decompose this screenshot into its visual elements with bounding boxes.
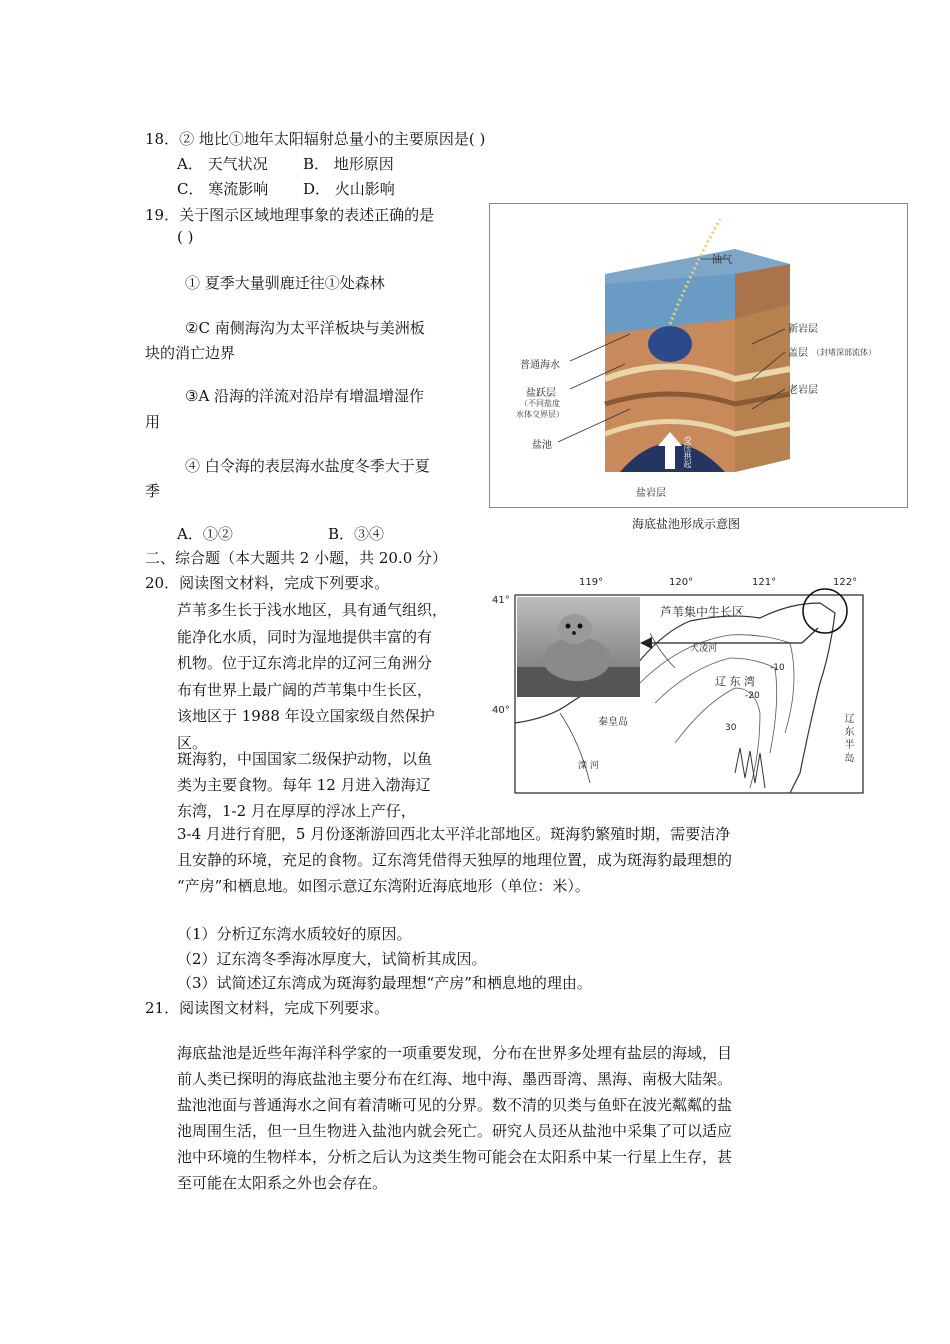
q19-statement-3a: ③A 沿海的洋流对沿岸有增温增湿作	[185, 387, 425, 405]
map-depth-30: 30	[725, 723, 737, 733]
q20-p2-line: 类为主要食物。每年 12 月进入渤海辽	[177, 776, 431, 794]
map-liaodong-peninsula: 辽 东 半 岛	[842, 713, 853, 763]
q19-statement-3b: 用	[145, 413, 161, 431]
spotted-seal-photo	[517, 597, 640, 697]
map-lon-121: 121°	[752, 577, 777, 588]
q20-p3-line: 且安静的环境，充足的食物。辽东湾凭借得天独厚的地理位置，成为斑海豹最理想的	[177, 851, 733, 869]
section-2-heading: 二、综合题（本大题共 2 小题，共 20.0 分）	[145, 549, 448, 567]
q20-p3-line: “产房”和栖息地。如图示意辽东湾附近海底地形（单位：米）。	[177, 877, 590, 895]
map-depth-10: -10	[770, 663, 785, 673]
label-brine-pool: 盐池	[532, 440, 552, 451]
q18-option-a: A． 天气状况	[177, 155, 268, 173]
seal-icon	[517, 597, 640, 697]
label-cap-rock: 盖层	[788, 348, 808, 359]
q19-option-a: A．①②	[177, 525, 233, 543]
q21-line: 至可能在太阳系之外也会存在。	[177, 1174, 388, 1192]
label-oil-gas: 油气	[712, 255, 732, 266]
q19-statement-4a: ④ 白令海的表层海水盐度冬季大于夏	[185, 457, 430, 475]
label-seawater: 普通海水	[520, 360, 560, 371]
q20-paragraph-2	[177, 746, 432, 824]
q21-paragraph	[177, 1040, 732, 1196]
q20-p1-line: 区。	[177, 733, 208, 752]
map-depth-20: -20	[745, 691, 760, 701]
q19-statement-2a: ②C 南侧海沟为太平洋板块与美洲板	[185, 319, 425, 337]
q21-line: 盐池池面与普通海水之间有着清晰可见的分界。数不清的贝类与鱼虾在波光粼粼的盐	[177, 1096, 733, 1114]
q18-option-d: D． 火山影响	[303, 180, 395, 198]
q21-line: 前人类已探明的海底盐池主要分布在红海、地中海、墨西哥湾、黑海、南极大陆架。	[177, 1070, 733, 1088]
q20-p1-line: 机物。位于辽东湾北岸的辽河三角洲分	[177, 654, 433, 672]
map-reed-zone: 芦苇集中生长区	[660, 605, 745, 619]
label-halocline: 盐跃层	[526, 388, 556, 399]
q19-stem: 19．关于图示区域地理事象的表述正确的是	[145, 206, 435, 224]
q20-paragraph-1	[177, 597, 447, 756]
q20-p2-line: 东湾，1-2 月在厚厚的浮冰上产仔，	[177, 802, 416, 820]
map-daling-river: 大凌河	[690, 644, 718, 654]
q19-option-b: B．③④	[328, 525, 385, 543]
map-lon-119: 119°	[579, 577, 604, 588]
q20-paragraph-3	[177, 821, 732, 899]
map-lat-40: 40°	[492, 705, 510, 716]
q20-stem: 20．阅读图文材料，完成下列要求。	[145, 574, 390, 592]
map-luan-river: 滦 河	[578, 761, 599, 771]
q20-subquestion-1: （1）分析辽东湾水质较好的原因。	[177, 925, 412, 943]
q19-statement-1: ① 夏季大量驯鹿迁往①处森林	[185, 274, 385, 292]
map-qinhuangdao: 秦皇岛	[598, 717, 628, 728]
map-liaodong-bay: 辽 东 湾	[715, 675, 755, 688]
q20-p3-line: 3-4 月进行育肥，5 月份逐渐游回西北太平洋北部地区。斑海豹繁殖时期，需要洁净	[177, 825, 731, 843]
q20-p1-line: 能净化水质，同时为湿地提供丰富的有	[177, 627, 433, 646]
label-halocline-note1: （不同盐度	[520, 399, 560, 408]
q20-subquestion-3: （3）试简述辽东湾成为斑海豹最理想“产房”和栖息地的理由。	[177, 974, 592, 992]
q20-p2-line: 斑海豹，中国国家二级保护动物，以鱼	[177, 750, 433, 768]
brine-pool-diagram	[489, 203, 908, 508]
q20-p1-line: 该地区于 1988 年设立国家级自然保护	[177, 707, 435, 725]
label-uplift: 受压拱起	[683, 436, 692, 468]
label-cap-rock-note: （封堵深部流体）	[812, 348, 876, 357]
q18-option-b: B． 地形原因	[303, 155, 394, 173]
q18-stem: 18．② 地比①地年太阳辐射总量小的主要原因是( )	[145, 130, 486, 148]
q21-stem: 21．阅读图文材料，完成下列要求。	[145, 999, 390, 1017]
label-new-rock: 新岩层	[788, 324, 818, 335]
map-lat-41: 41°	[492, 595, 510, 606]
map-lon-120: 120°	[669, 577, 694, 588]
label-salt-rock: 盐岩层	[636, 488, 666, 499]
q18-option-c: C． 寒流影响	[177, 180, 269, 198]
q20-subquestion-2: （2）辽东湾冬季海冰厚度大，试简析其成因。	[177, 950, 487, 968]
q21-line: 海底盐池是近些年海洋科学家的一项重要发现，分布在世界多处埋有盐层的海域，目	[177, 1044, 733, 1062]
label-halocline-note2: 水体交界层）	[516, 410, 564, 419]
brine-pool-caption: 海底盐池形成示意图	[632, 517, 741, 531]
q21-line: 池周围生活，但一旦生物进入盐池内就会死亡。研究人员还从盐池中采集了可以适应	[177, 1122, 733, 1140]
q20-p1-line: 布有世界上最广阔的芦苇集中生长区，	[177, 680, 433, 699]
liaodong-bay-map	[490, 573, 870, 795]
map-lon-122: 122°	[833, 577, 858, 588]
q19-paren: ( )	[177, 228, 194, 246]
label-old-rock: 老岩层	[788, 385, 818, 396]
q19-statement-4b: 季	[145, 482, 161, 500]
q21-line: 池中环境的生物样本，分析之后认为这类生物可能会在太阳系中某一行星上生存，甚	[177, 1148, 733, 1166]
q19-statement-2b: 块的消亡边界	[145, 344, 236, 362]
q20-p1-line: 芦苇多生长于浅水地区，具有通气组织，	[177, 601, 448, 619]
